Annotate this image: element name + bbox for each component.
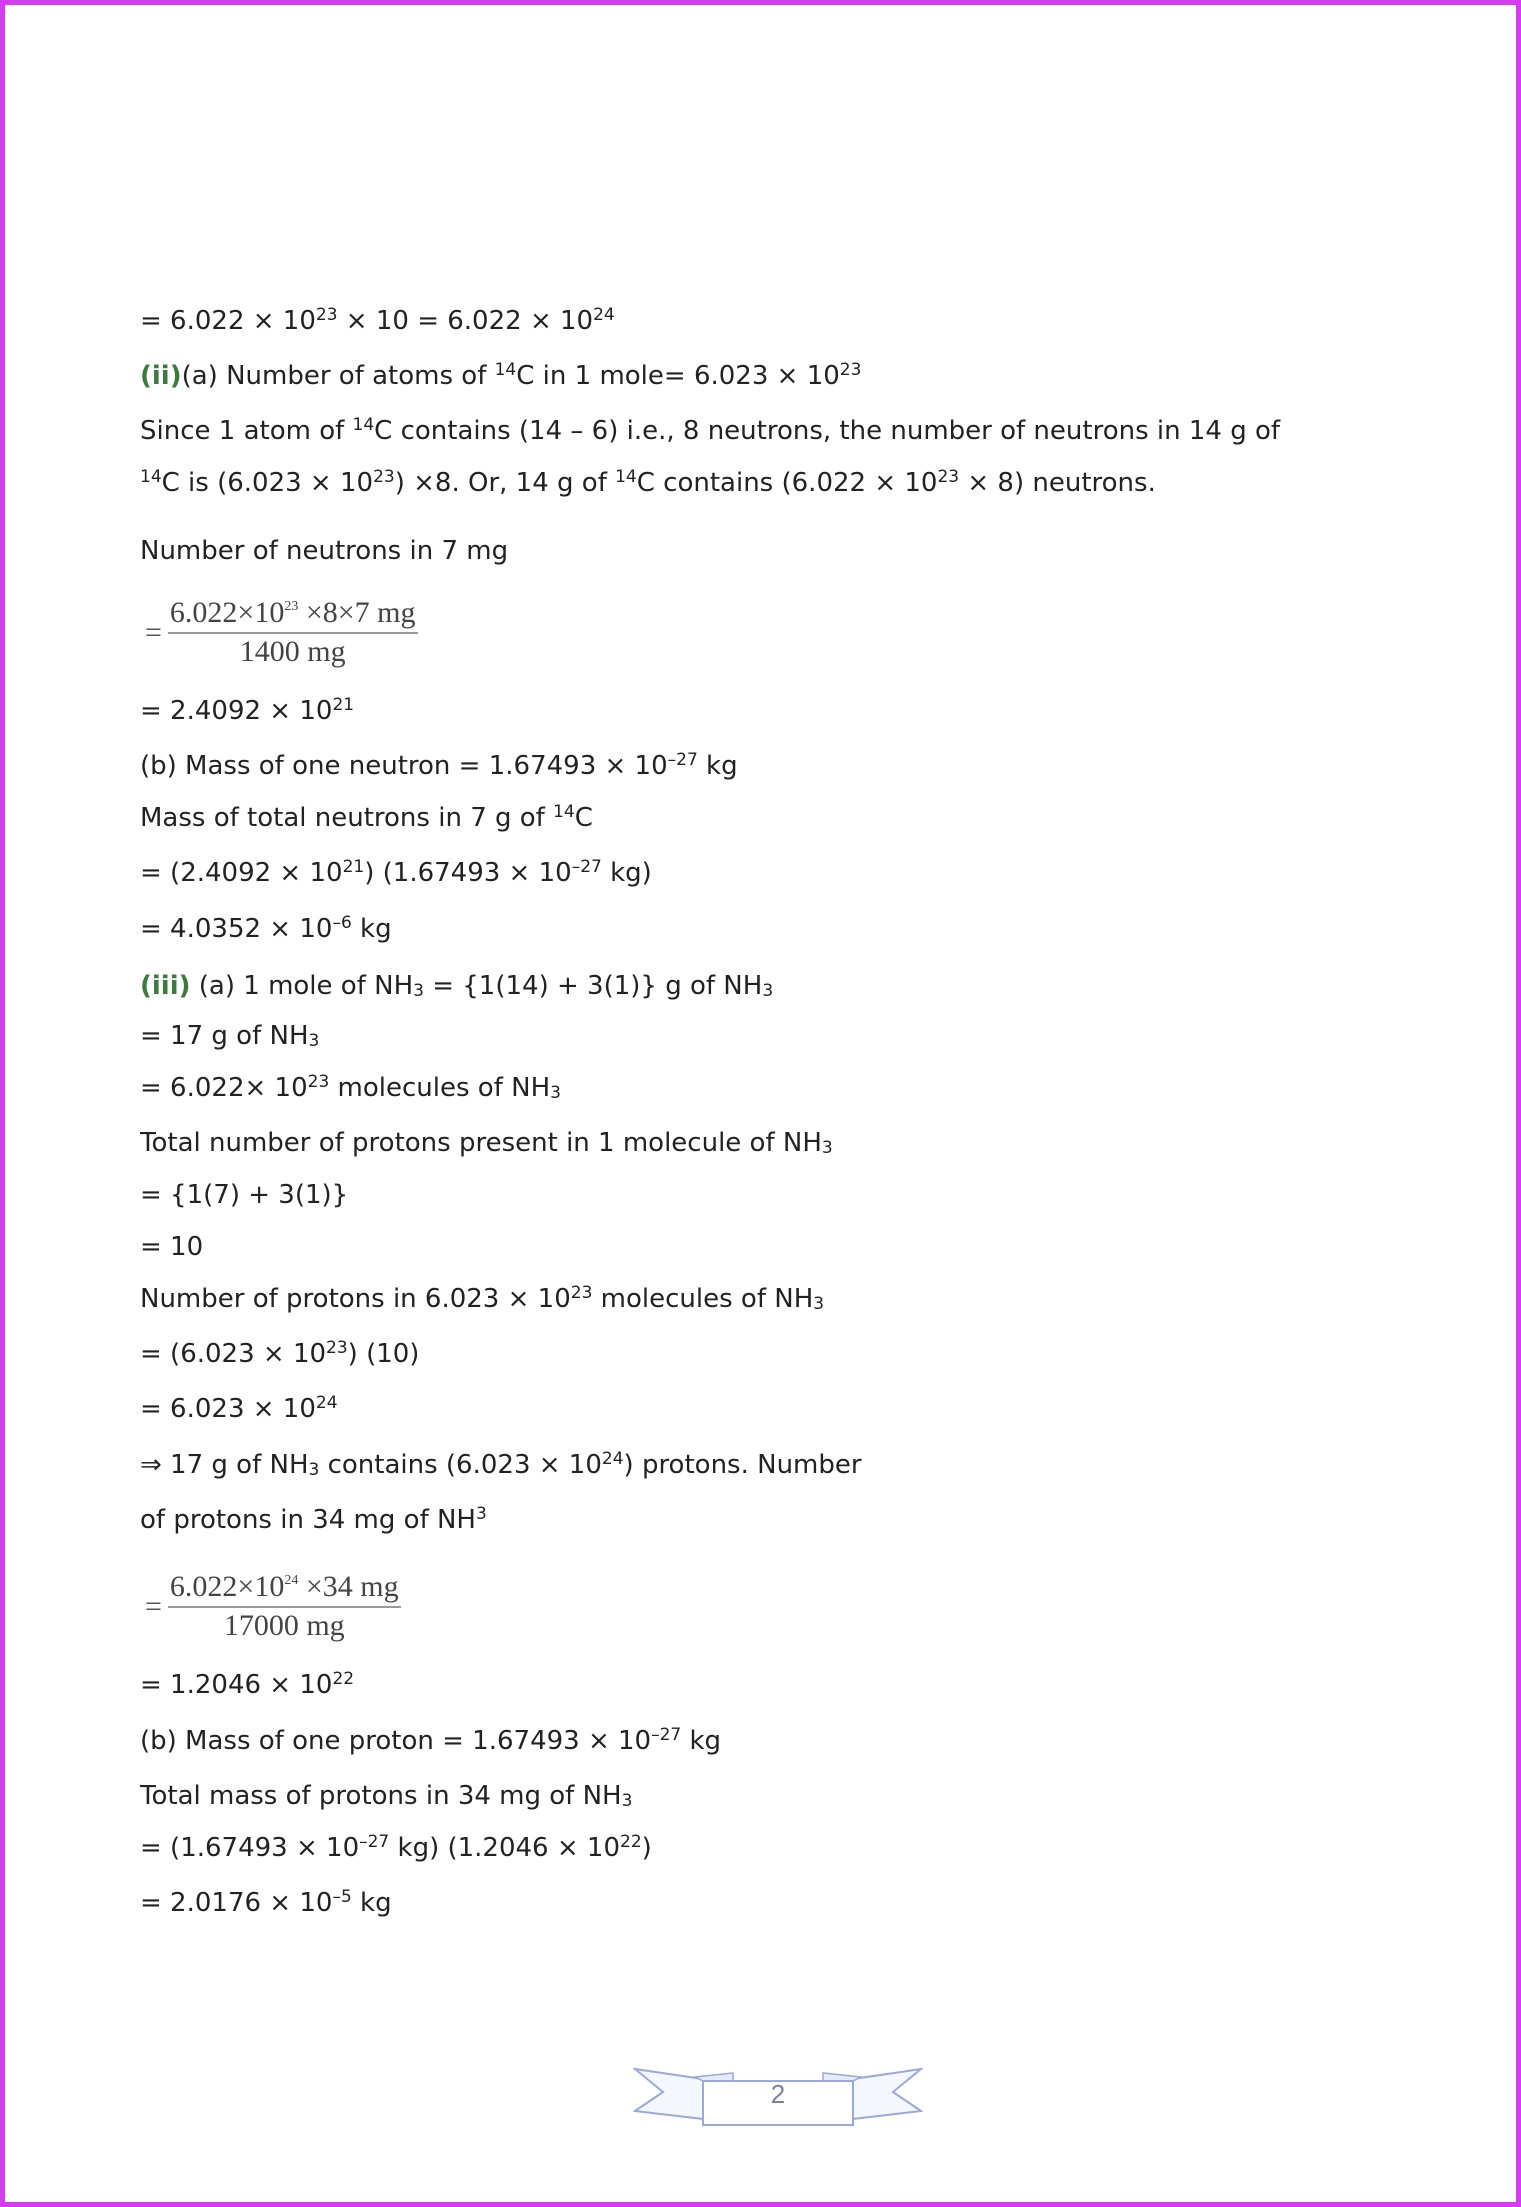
text-line: Mass of total neutrons in 7 g of $^{14}$C: [140, 802, 593, 833]
text-line: Total number of protons present in 1 molecule of $NH_3$: [140, 1128, 833, 1158]
text-line: = {1(7) + 3(1)}: [140, 1180, 349, 1210]
fraction: [168, 596, 418, 670]
text-line: $^{14}$C is $(6.023 \times 10^{23}) \times 8$. Or, 14 g of $^{14}$C contains $(6.022 \times 10^{23} \times 8)$ neutrons.: [140, 467, 1156, 498]
section-ii-line: (ii)(a) Number of atoms of $^{14}$C in 1 mole= $6.023 \times 10^{23}$: [140, 360, 862, 391]
section-label-iii: (iii): [140, 971, 191, 1001]
text-line: of protons in 34 mg of $NH^3$: [140, 1504, 487, 1535]
text-line: Total mass of protons in 34 mg of $NH_3$: [140, 1781, 633, 1811]
section-iii-line: (iii) (a) 1 mole of $NH_3 = \{1(14) + 3(1)\}$ g of $NH_3$: [140, 971, 774, 1001]
text-line: Number of neutrons in 7 mg: [140, 536, 509, 566]
text-line: = $1.2046 \times 10^{22}$: [140, 1669, 355, 1700]
text-line: (b) Mass of one neutron = $1.67493 \times 10^{-27}$ kg: [140, 750, 738, 781]
text-line: = $4.0352 \times 10^{-6}$ kg: [140, 913, 392, 944]
text-line: Number of protons in $6.023 \times 10^{23}$ molecules of $NH_3$: [140, 1283, 825, 1314]
text-line: = $6.022\times 10^{23}$ molecules of $NH_3$: [140, 1072, 561, 1103]
text-line: ⇒ 17 g of $NH_3$ contains $(6.023 \times 10^{24})$ protons. Number: [140, 1449, 862, 1480]
fraction-numerator: $6.022\times 10^{24} \times 34$ mg: [169, 1570, 399, 1603]
page-number-ribbon: [633, 2057, 923, 2137]
text-line: = 10: [140, 1232, 204, 1262]
fraction-denominator: 1400 mg: [239, 635, 346, 668]
text-line: = $6.022 \times 10^{23} \times 10 = 6.022 \times 10^{24}$: [140, 305, 615, 336]
text-line: = ($1.67493 \times 10^{-27}$ kg) $(1.2046 \times 10^{22})$: [140, 1832, 652, 1863]
fraction: [168, 1570, 401, 1644]
section-label-ii: (ii): [140, 361, 182, 391]
text-line: = 17 g of $NH_3$: [140, 1021, 320, 1051]
fraction-equation: = $\frac{6.022\times 10^{24} \times 34 mg}{17000 mg}$: [145, 1570, 399, 1642]
text-line: = $2.4092 \times 10^{21}$: [140, 695, 355, 726]
fraction-equation: = $\frac{6.022\times 10^{23} \times 8\times 7 mg}{1400 mg}$: [145, 596, 416, 668]
page-number: 2: [770, 2079, 786, 2109]
fraction-numerator: $6.022\times 10^{23} \times 8\times 7$ mg: [169, 596, 416, 629]
text-line: Since 1 atom of $^{14}$C contains (14 – 6) i.e., 8 neutrons, the number of neutrons in 14 g of: [140, 415, 1281, 446]
text-line: (b) Mass of one proton = $1.67493 \times 10^{-27}$ kg: [140, 1725, 722, 1756]
text-line: = $(2.4092 \times 10^{21})$ ($1.67493 \times 10^{-27}$ kg): [140, 857, 652, 888]
fraction-denominator: 17000 mg: [223, 1609, 345, 1642]
text-line: = $2.0176 \times 10^{-5}$ kg: [140, 1887, 392, 1918]
text-line: = $(6.023 \times 10^{23})$ (10): [140, 1338, 420, 1369]
text-line: = $6.023 \times 10^{24}$: [140, 1393, 338, 1424]
